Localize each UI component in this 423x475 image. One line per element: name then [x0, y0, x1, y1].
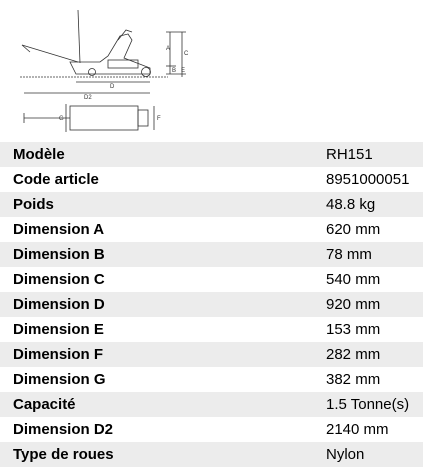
rear-wheel: [142, 68, 151, 77]
spec-value: 48.8 kg: [313, 192, 423, 217]
spec-row: [0, 442, 423, 467]
spec-value: 8951000051: [326, 171, 410, 188]
spec-value: 620 mm: [326, 221, 381, 238]
spec-key: Dimension C: [13, 271, 105, 288]
dim-label-f: F: [157, 116, 161, 122]
spec-row: [0, 167, 423, 192]
handle-vertical: [78, 10, 80, 63]
spec-key: Dimension B: [0, 242, 313, 267]
spec-key: Modèle: [0, 142, 313, 167]
spec-row: [0, 242, 423, 267]
spec-row: [0, 392, 423, 417]
spec-value: 282 mm: [313, 342, 423, 367]
spec-value: 2140 mm: [326, 421, 389, 438]
jack-technical-drawing: [0, 0, 423, 140]
spec-key: Type de roues: [0, 442, 313, 467]
spec-key: Poids: [0, 192, 313, 217]
spec-value: RH151: [313, 142, 423, 167]
spec-row: [0, 317, 423, 342]
spec-row: [0, 267, 423, 292]
spec-key: Capacité: [0, 392, 313, 417]
dim-label-c: C: [184, 51, 189, 57]
top-view-body: [70, 106, 138, 130]
spec-table: [0, 142, 423, 467]
dim-label-a: A: [166, 46, 171, 52]
spec-key: Dimension A: [13, 221, 105, 238]
dim-label-d: D: [110, 84, 115, 90]
dim-label-d2: D2: [84, 95, 92, 101]
dim-label-g: G: [59, 116, 64, 122]
spec-key: Dimension F: [0, 342, 313, 367]
dim-label-b: B: [172, 68, 177, 74]
spec-key: Dimension E: [13, 321, 104, 338]
handle-diagonal: [22, 45, 78, 62]
spec-row: [0, 417, 423, 442]
spec-value: 78 mm: [313, 242, 423, 267]
dim-label-e: E: [181, 68, 186, 74]
spec-row: [0, 292, 423, 317]
spec-row: [0, 142, 423, 167]
spec-value: 540 mm: [326, 271, 381, 288]
spec-key: Dimension D2: [13, 421, 114, 438]
spec-value: Nylon: [313, 442, 423, 467]
spec-row: [0, 217, 423, 242]
spec-key: Dimension D: [0, 292, 313, 317]
spec-value: 920 mm: [313, 292, 423, 317]
front-wheel: [89, 69, 96, 76]
spec-key: Code article: [13, 171, 99, 188]
spec-row: [0, 192, 423, 217]
spec-row: [0, 367, 423, 392]
spec-value: 382 mm: [326, 371, 381, 388]
spec-value: 1.5 Tonne(s): [313, 392, 423, 417]
spec-row: [0, 342, 423, 367]
spec-key: Dimension G: [13, 371, 106, 388]
spec-value: 153 mm: [326, 321, 381, 338]
